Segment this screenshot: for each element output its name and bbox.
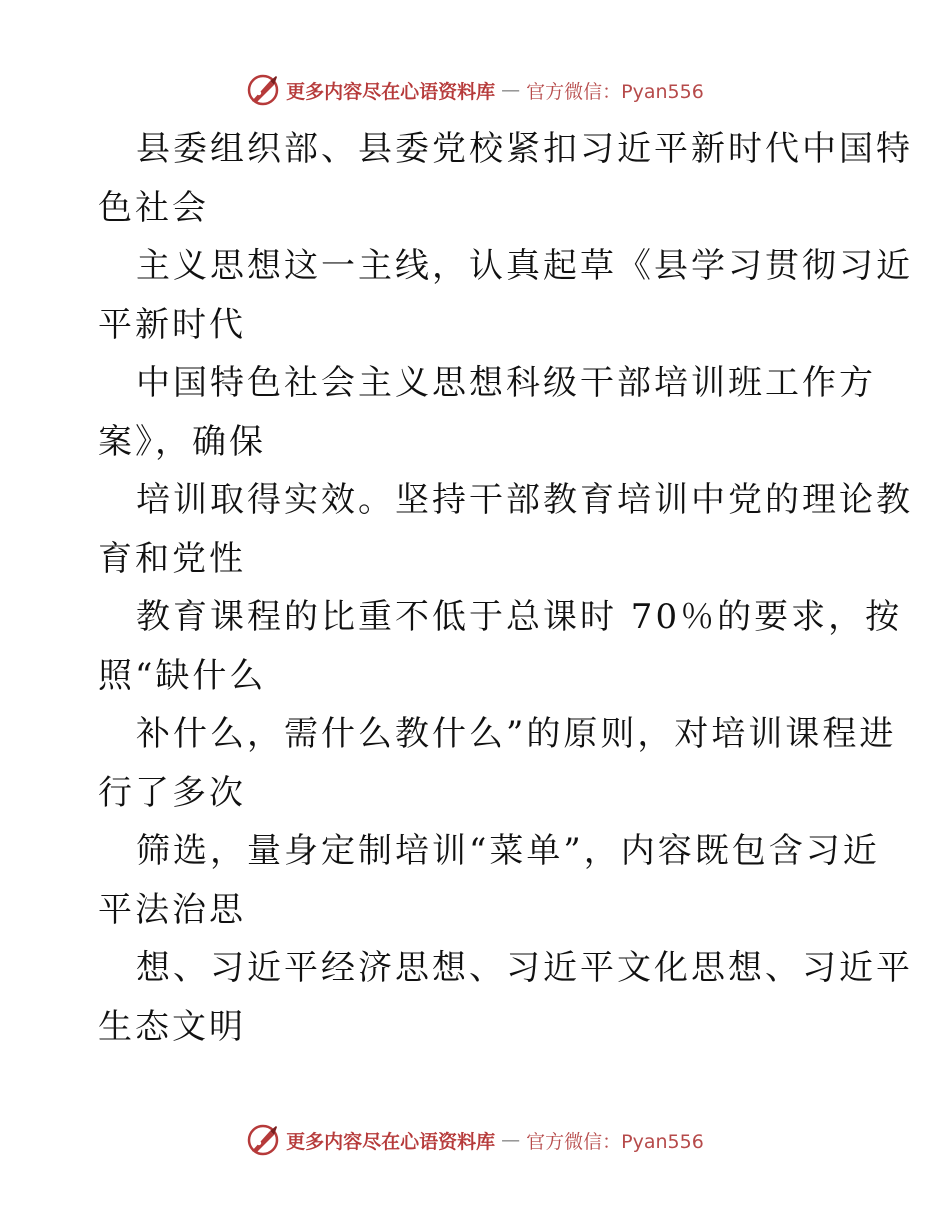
- banner-dash: —: [501, 1129, 521, 1151]
- banner-title: 更多内容尽在心语资料库: [286, 1130, 496, 1153]
- text-line: 育和党性: [98, 538, 246, 579]
- text-line: 中国特色社会主义思想科级干部培训班工作方: [136, 363, 876, 403]
- text-line: 行了多次: [98, 772, 246, 813]
- footer-banner: [0, 1120, 950, 1160]
- text-line: 案》，确保: [98, 421, 266, 462]
- text-line: 培训取得实效。坚持干部教育培训中党的理论教: [136, 480, 913, 520]
- text-line: 教育课程的比重不低于总课时 70％的要求，按: [136, 597, 903, 637]
- quill-pen-logo-icon: [246, 1123, 280, 1157]
- banner-wechat-id: 官方微信：Pyan556: [526, 1130, 704, 1153]
- text-line: 筛选，量身定制培训“菜单”，内容既包含习近: [136, 831, 880, 871]
- text-line: 色社会: [98, 187, 209, 228]
- text-line: 县委组织部、县委党校紧扣习近平新时代中国特: [136, 129, 913, 169]
- text-line: 补什么，需什么教什么”的原则，对培训课程进: [136, 714, 897, 754]
- banner-wechat-id: 官方微信：Pyan556: [526, 80, 704, 103]
- text-line: 平新时代: [98, 304, 246, 345]
- text-line: 主义思想这一主线，认真起草《县学习贯彻习近: [136, 246, 913, 286]
- document-body: [98, 120, 913, 1056]
- text-line: 照“缺什么: [98, 655, 267, 696]
- header-banner: [0, 70, 950, 110]
- banner-dash: —: [501, 79, 521, 101]
- banner-title: 更多内容尽在心语资料库: [286, 80, 496, 103]
- quill-pen-logo-icon: [246, 73, 280, 107]
- text-line: 想、习近平经济思想、习近平文化思想、习近平: [136, 948, 913, 988]
- text-line: 平法治思: [98, 889, 246, 930]
- text-line: 生态文明: [98, 1006, 246, 1047]
